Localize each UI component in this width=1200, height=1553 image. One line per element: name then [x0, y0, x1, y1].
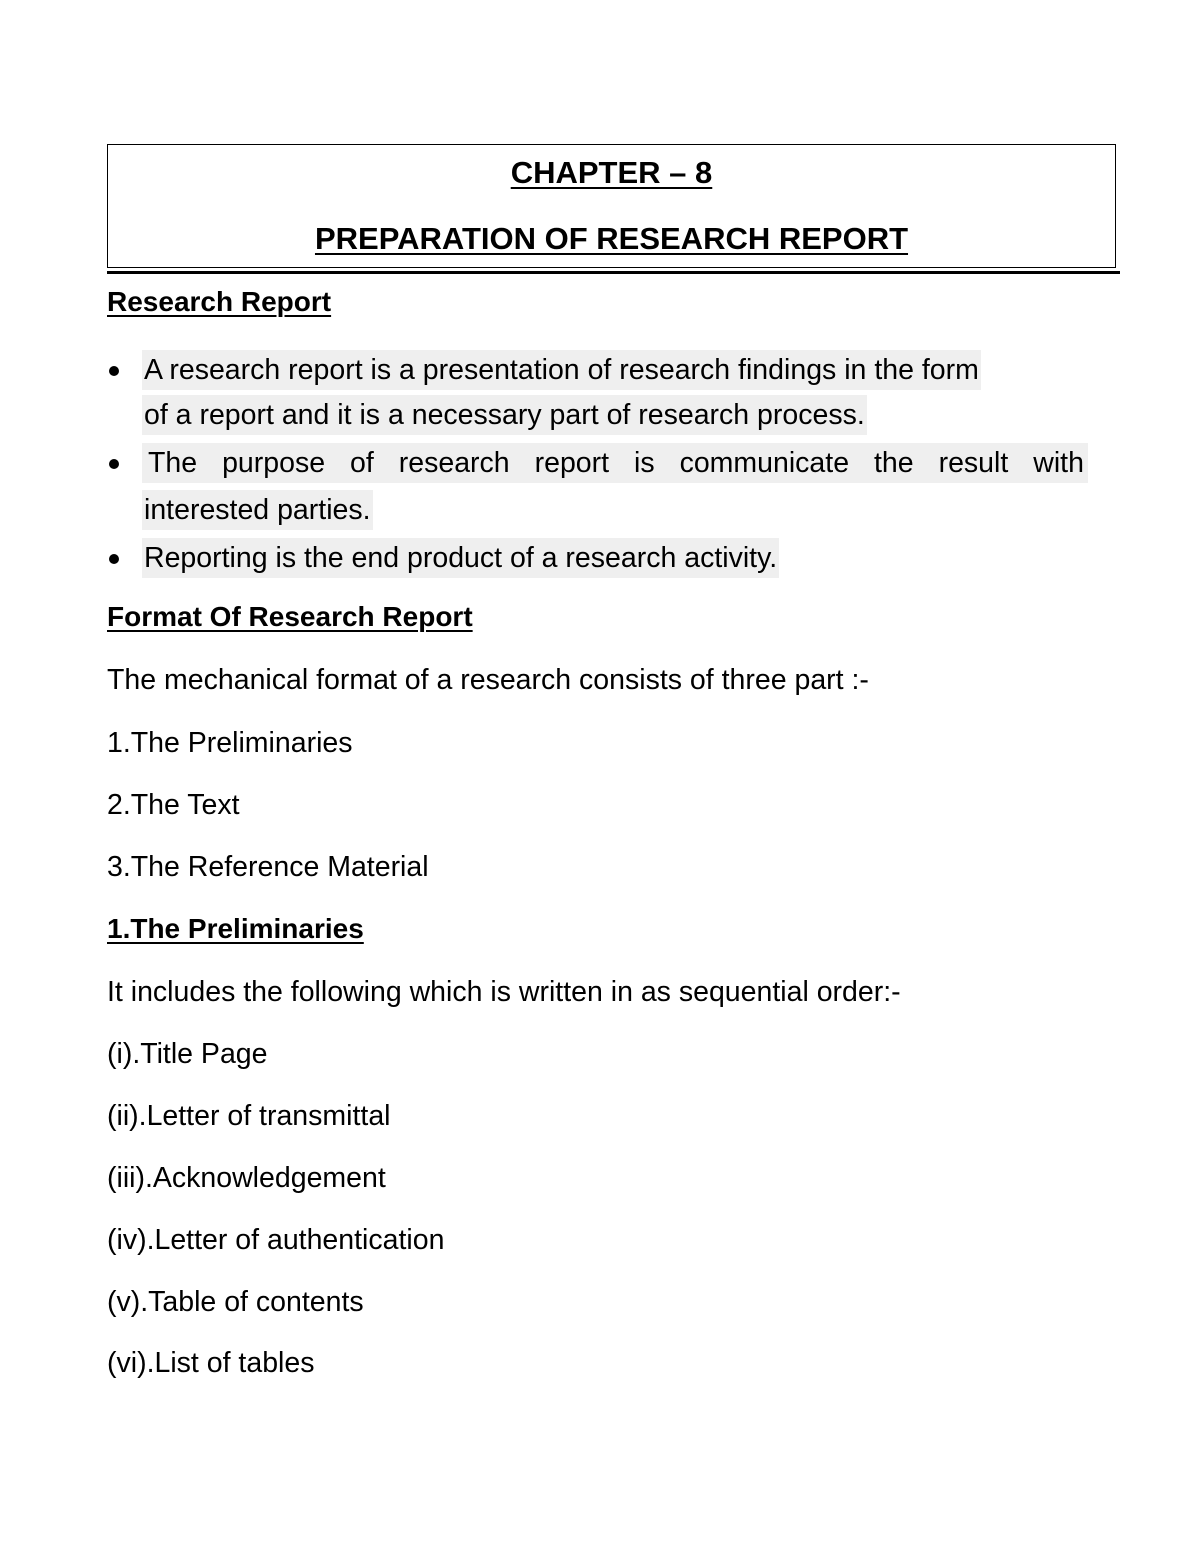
bullet-2-line-1: [142, 443, 1088, 483]
bullet-1-line-1: A research report is a presentation of research findings in the form: [142, 350, 981, 390]
bullet-3-line-1: Reporting is the end product of a research activity.: [142, 538, 779, 578]
chapter-number: CHAPTER – 8: [510, 155, 713, 190]
word: report: [534, 447, 610, 479]
bullet-1-line-2: of a report and it is a necessary part of research process.: [142, 395, 867, 435]
word: communicate: [679, 447, 850, 479]
preliminaries-intro: It includes the following which is written in as sequential order:-: [107, 976, 901, 1008]
chapter-title-box: [107, 144, 1116, 268]
word: with: [1033, 447, 1084, 479]
preliminaries-item: (vi).List of tables: [107, 1347, 315, 1379]
preliminaries-item: (v).Table of contents: [107, 1286, 364, 1318]
format-item: 3.The Reference Material: [107, 851, 429, 883]
format-item: 2.The Text: [107, 789, 240, 821]
bullet-icon: [109, 554, 119, 564]
bullet-icon: [109, 459, 119, 469]
word: the: [874, 447, 914, 479]
format-item: 1.The Preliminaries: [107, 727, 353, 759]
preliminaries-item: (ii).Letter of transmittal: [107, 1100, 391, 1132]
word: purpose: [222, 447, 326, 479]
word: research: [398, 447, 510, 479]
section-heading-research-report: Research Report: [107, 286, 332, 317]
word: is: [634, 447, 655, 479]
format-intro: The mechanical format of a research consists of three part :-: [107, 664, 869, 696]
title-divider: [107, 271, 1120, 274]
preliminaries-item: (iv).Letter of authentication: [107, 1224, 445, 1256]
chapter-title: PREPARATION OF RESEARCH REPORT: [314, 221, 909, 256]
bullet-2-line-2: interested parties.: [142, 490, 373, 530]
section-heading-preliminaries: 1.The Preliminaries: [107, 913, 364, 944]
word: The: [148, 447, 198, 479]
preliminaries-item: (iii).Acknowledgement: [107, 1162, 386, 1194]
word: of: [350, 447, 374, 479]
word: result: [938, 447, 1009, 479]
bullet-icon: [109, 366, 119, 376]
section-heading-format: Format Of Research Report: [107, 601, 473, 632]
preliminaries-item: (i).Title Page: [107, 1038, 268, 1070]
